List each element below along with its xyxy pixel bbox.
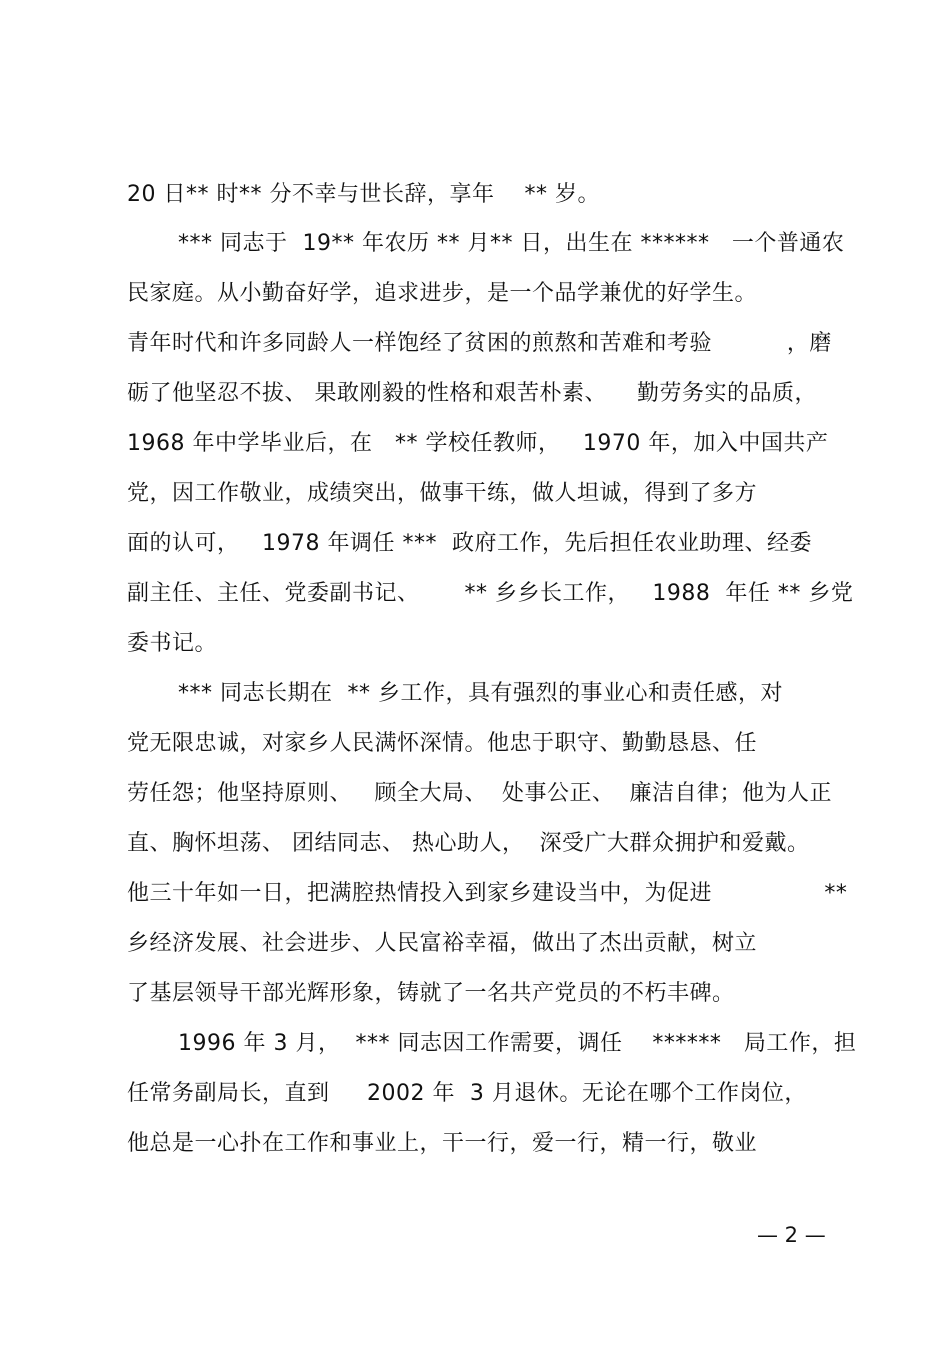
text-line: 20 日** 时** 分不幸与世长辞，享年 ** 岁。 bbox=[127, 182, 600, 207]
text-line: 乡经济发展、社会进步、人民富裕幸福，做出了杰出贡献，树立 bbox=[127, 931, 758, 956]
paragraph-start-line: *** 同志于 19** 年农历 ** 月** 日，出生在 ****** 一个普通农 bbox=[178, 231, 845, 256]
text-line: 党无限忠诚，对家乡人民满怀深情。他忠于职守、勤勤恳恳、任 bbox=[127, 731, 758, 756]
page-number: — 2 — bbox=[757, 1223, 826, 1247]
paragraph-start-line: 1996 年 3 月， *** 同志因工作需要，调任 ****** 局工作，担 bbox=[178, 1031, 857, 1056]
text-line: 面的认可， 1978 年调任 *** 政府工作，先后担任农业助理、经委 bbox=[127, 531, 812, 556]
text-line: 民家庭。从小勤奋好学，追求进步，是一个品学兼优的好学生。 bbox=[127, 281, 758, 306]
text-line: 副主任、主任、党委副书记、 ** 乡乡长工作， 1988 年任 ** 乡党 bbox=[127, 581, 854, 606]
text-line: 他总是一心扑在工作和事业上，干一行，爱一行，精一行，敬业 bbox=[127, 1131, 758, 1156]
text-line: 党，因工作敬业，成绩突出，做事干练，做人坦诚，得到了多方 bbox=[127, 481, 758, 506]
text-line: 劳任怨；他坚持原则、 顾全大局、 处事公正、 廉洁自律；他为人正 bbox=[127, 781, 832, 806]
paragraph-start-line: *** 同志长期在 ** 乡工作，具有强烈的事业心和责任感，对 bbox=[178, 681, 783, 706]
text-line: 直、胸怀坦荡、 团结同志、 热心助人， 深受广大群众拥护和爱戴。 bbox=[127, 831, 810, 856]
text-line: 砺了他坚忍不拔、 果敢刚毅的性格和艰苦朴素、 勤劳务实的品质， bbox=[127, 381, 817, 406]
text-line: 任常务副局长，直到 2002 年 3 月退休。无论在哪个工作岗位， bbox=[127, 1081, 807, 1106]
text-line: 青年时代和许多同龄人一样饱经了贫困的煎熬和苦难和考验 ，磨 bbox=[127, 331, 832, 356]
text-line: 他三十年如一日，把满腔热情投入到家乡建设当中，为促进 ** bbox=[127, 881, 848, 906]
text-line: 委书记。 bbox=[127, 631, 218, 656]
text-line: 1968 年中学毕业后，在 ** 学校任教师， 1970 年，加入中国共产 bbox=[127, 431, 829, 456]
text-line: 了基层领导干部光辉形象，铸就了一名共产党员的不朽丰碑。 bbox=[127, 981, 735, 1006]
